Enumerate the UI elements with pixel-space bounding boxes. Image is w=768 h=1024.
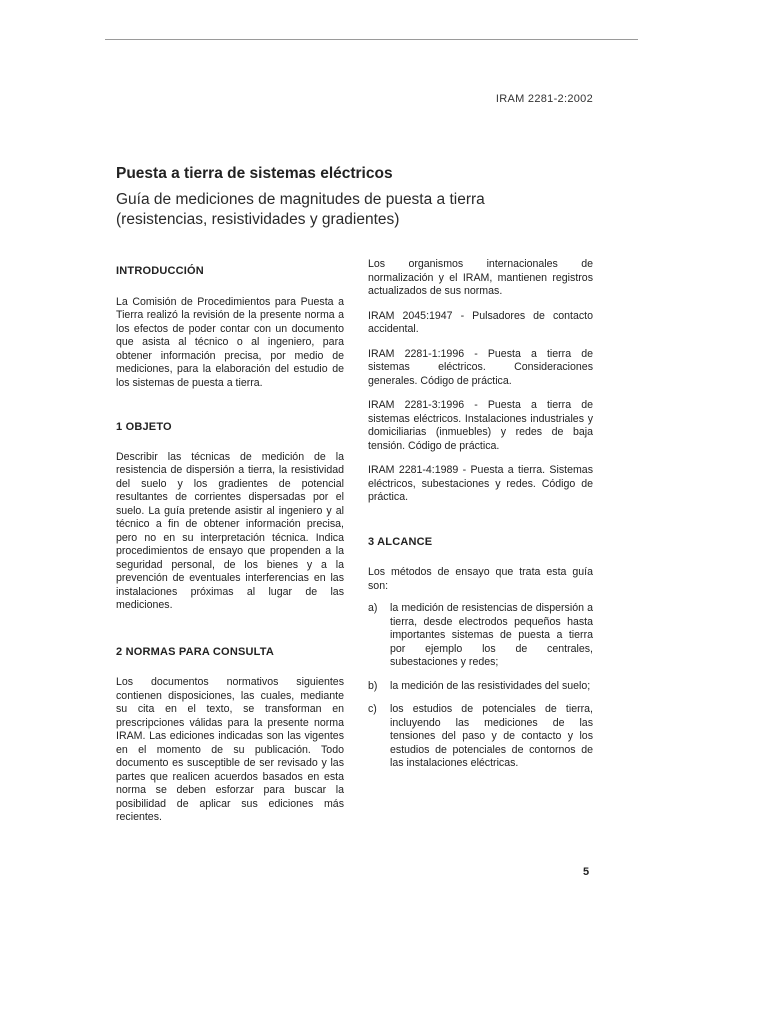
section-heading-objeto: 1 OBJETO [116,421,172,433]
normative-reference: IRAM 2045:1947 - Pulsadores de contacto accidental. [368,309,593,335]
document-code: IRAM 2281-2:2002 [495,93,593,105]
list-marker: a) [368,602,378,614]
introduccion-body: La Comisión de Procedimientos para Puesta a Tierra realizó la revisión de la presente norma a los efectos de poder contar con un documento que asista al técnico o al ingeniero, para obtener información precisa, por medio de mediciones, para la elaboración del estudio de los sistemas de puesta a tierra. [116,295,344,389]
document-subtitle: Guía de mediciones de magnitudes de puesta a tierra (resistencias, resistividades y gradientes) [116,191,485,228]
top-rule [105,39,638,40]
right-column [368,258,593,771]
list-item [368,680,593,694]
list-item [368,703,593,771]
list-item [368,602,593,670]
page-number: 5 [583,866,590,878]
objeto-body: Describir las técnicas de medición de la resistencia de dispersión a tierra, la resistividad del suelo y los gradientes de potencial resultantes de corrientes dispersadas por el suelo. La guía pretende asistir al ingeniero y al técnico a fin de obtener información precisa, pero no en su interpretación técnica. Indica procedimientos de ensayo que propenden a la seguridad personal, de los bienes y a la prevención de eventuales interferencias en las instalaciones próximas al lugar de las mediciones. [116,450,344,611]
normative-reference: IRAM 2281-4:1989 - Puesta a tierra. Sistemas eléctricos, subestaciones y redes. Código de práctica. [368,464,593,503]
left-column [116,258,344,825]
normative-reference: IRAM 2281-3:1996 - Puesta a tierra de sistemas eléctricos. Instalaciones industriales y domiciliarias (inmuebles) y redes de baja tensión. Código de práctica. [368,399,593,452]
section-heading-alcance: 3 ALCANCE [368,535,433,548]
normas-body: Los documentos normativos siguientes contienen disposiciones, las cuales, mediante su cita en el texto, se transforman en prescripciones válidas para la presente norma IRAM. Las ediciones indicadas son las vigentes en el momento de su publicación. Todo documento es susceptible de ser revisado y las partes que realicen acuerdos basados en esta norma se deben esforzar para buscar la posibilidad de aplicar sus ediciones más recientes. [116,676,344,823]
normas-registry-note: Los organismos internacionales de normalización y el IRAM, mantienen registros actualizados de sus normas. [368,258,593,297]
normative-reference: IRAM 2281-1:1996 - Puesta a tierra de sistemas eléctricos. Consideraciones generales. Código de práctica. [368,347,593,387]
list-item-text: la medición de las resistividades del suelo; [390,679,591,692]
section-heading-normas: 2 NORMAS PARA CONSULTA [116,645,274,658]
list-marker: b) [368,679,378,692]
list-marker: c) [368,703,377,715]
document-title: Puesta a tierra de sistemas eléctricos [116,165,393,182]
alcance-intro: Los métodos de ensayo que trata esta guía son: [368,566,593,592]
list-item-text: los estudios de potenciales de tierra, incluyendo las mediciones de las tensiones del paso y de contacto y los estudios de potenciales de contornos de las instalaciones eléctricas. [390,703,593,769]
list-item-text: la medición de resistencias de dispersión a tierra, desde electrodos pequeños hasta importantes sistemas de puesta a tierra por ejemplo los de centrales, subestaciones y redes; [390,602,593,668]
section-heading-introduccion: INTRODUCCIÓN [116,265,204,277]
